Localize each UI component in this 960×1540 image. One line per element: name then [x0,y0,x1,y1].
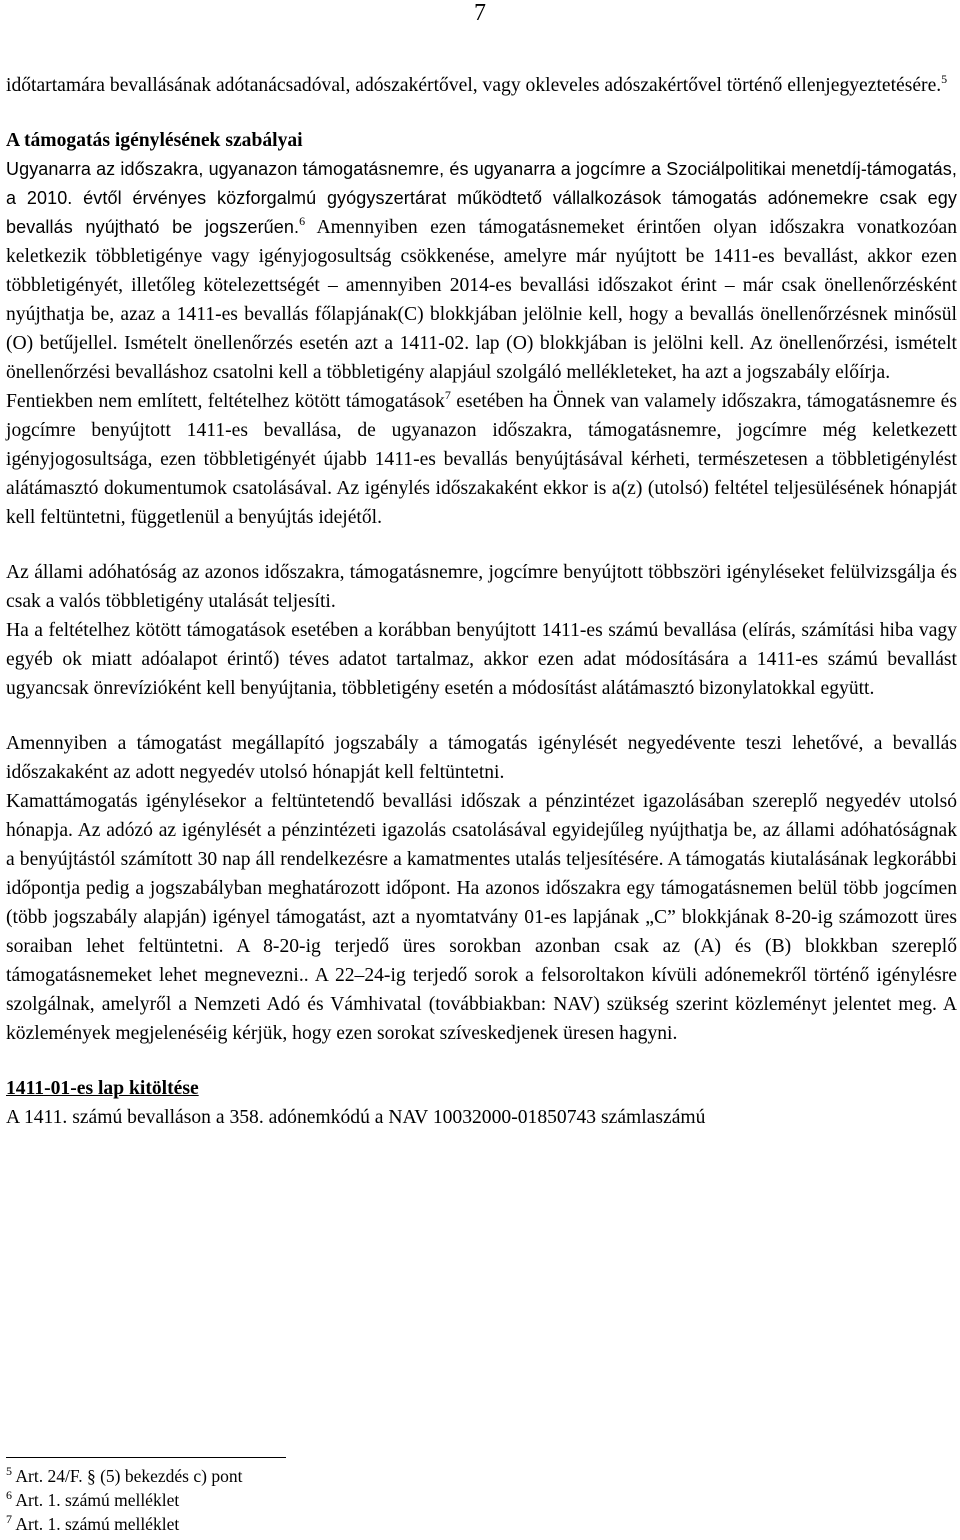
paragraph-text: Amennyiben ezen támogatásnemeket érintően olyan időszakra vonatkozóan keletkezik többletigénye vagy igényjogosultság csökkenése, amelyre már nyújtott be 1411-es bevallást, akkor ezen többletigényét, illetőleg kötelezettségét – amennyiben 2014-es bevallási időszakot érint – már csak önellenőrzésként nyújthatja be, azaz a 1411-es bevallás főlapjának(C) blokkjában jelölnie kell, hogy a bevallás önellenőrzésnek minősül (O) betűjellel. Ismételt önellenőrzés esetén azt a 1411-02. lap (O) blokkjában is jelölni kell. Az önellenőrzési, ismételt önellenőrzési bevalláshoz csatolni kell a többletigény alapjául szolgáló mellékleteket, ha azt a jogszabály előírja. [6,217,957,383]
spacer [6,1048,957,1074]
paragraph-text: Fentiekben nem említett, feltételhez kötött támogatások [6,391,445,412]
paragraph-rules [6,155,957,387]
footnote [6,1464,242,1488]
section-heading: 1411-01-es lap kitöltése [6,1078,199,1099]
paragraph-conditional [6,387,957,532]
spacer [6,703,957,729]
footnote-number: 6 [6,1488,12,1502]
paragraph-fill: A 1411. számú bevalláson a 358. adónemkódú a NAV 10032000-01850743 számlaszámú [6,1107,706,1128]
footnote [6,1512,242,1536]
footnote-text: Art. 24/F. § (5) bekezdés c) pont [15,1466,243,1486]
footnote-text: Art. 1. számú melléklet [15,1490,180,1510]
footnote-number: 7 [6,1512,12,1526]
footnote-divider [6,1457,286,1458]
spacer [6,532,957,558]
spacer [6,100,957,126]
paragraph-interest: Kamattámogatás igénylésekor a feltüntetendő bevallási időszak a pénzintézet igazolásában szereplő negyedév utolsó hónapja. Az adózó az igénylését a pénzintézeti igazolás csatolásával egyidejűleg nyújthatja be, az állami adóhatóságnak a benyújtástól számított 30 nap áll rendelkezésre a kamatmentes utalás teljesítésére. A támogatás kiutalásának legkorábbi időpontja pedig a jogszabályban meghatározott időpont. Ha azonos időszakra egy támogatásnemen belül több jogcímen (több jogszabály alapján) igényel támogatást, azt a nyomtatvány 01-es lapjának „C” blokkjának 8-20-ig számozott üres soraiban lehet feltüntetni. A 8-20-ig terjedő üres sorokban azonban csak az (A) és (B) blokkban szereplő támogatásnemeket lehet megnevezni.. A 22–24-ig terjedő sorok a felsoroltakon kívüli adónemekről történő igénylésre szolgálnak, amelyről a Nemzeti Adó és Vámhivatal (továbbiakban: NAV) szükség szerint közleményt jelentet meg. A közlemények megjelenéséig kérjük, hogy ezen sorokat szíveskedjenek üresen hagyni. [6,791,957,1044]
paragraph-text: esetében ha Önnek van valamely időszakra, támogatásnemre és jogcímre benyújtott 1411-es bevallása, de ugyanazon időszakra, támogatásnemre, jogcímre még keletkezett igényjogosultsága, ezen többletigényét újabb 1411-es bevallás benyújtásával kérheti, természetesen a többletigénylést alátámasztó dokumentumok csatolásával. Az igénylés időszakaként ekkor is a(z) (utolsó) feltétel teljesülésének hónapját kell feltüntetni, függetlenül a benyújtás idejétől. [6,391,957,528]
paragraph-correction: Ha a feltételhez kötött támogatások esetében a korábban benyújtott 1411-es számú bevallása (elírás, számítási hiba vagy egyéb ok miatt adóalapot érintő) téves adatot tartalmaz, akkor ezen adat módosítására a 1411-es számú bevallást ugyancsak önrevízióként kell benyújtania, többletigény esetén a módosítást alátámasztó bizonylatokkal együtt. [6,620,957,699]
footnote-text: Art. 1. számú melléklet [15,1514,180,1534]
footnotes [6,1464,242,1536]
paragraph-review: Az állami adóhatóság az azonos időszakra, támogatásnemre, jogcímre benyújtott többszöri igényléseket felülvizsgálja és csak a valós többletigény utalását teljesíti. [6,562,957,612]
footnote-ref: 6 [299,214,306,228]
footnote [6,1488,242,1512]
document-body [6,71,957,1132]
paragraph-text: Ugyanarra az időszakra, ugyanazon támogatásnemre, és ugyanarra a jogcímre a Szociálpolitikai menetdíj-támogatás, a 2010. évtől érvényes közforgalmú gyógyszertárat működtető vállalkozások támogatás adónemekre csak egy bevallás nyújtható be jogszerűen. [6,159,957,237]
footnote-ref: 5 [941,72,948,86]
footnote-ref: 7 [444,388,451,402]
paragraph-text: időtartamára bevallásának adótanácsadóval, adószakértővel, vagy okleveles adószakértővel történő ellenjegyeztetésére. [6,75,942,96]
paragraph-quarterly: Amennyiben a támogatást megállapító jogszabály a támogatás igénylését negyedévente teszi lehetővé, a bevallás időszakaként az adott negyedév utolsó hónapját kell feltüntetni. [6,733,957,783]
section-heading: A támogatás igénylésének szabályai [6,130,303,151]
page-number: 7 [474,0,486,26]
paragraph-continuation [6,71,957,100]
footnote-number: 5 [6,1464,12,1478]
